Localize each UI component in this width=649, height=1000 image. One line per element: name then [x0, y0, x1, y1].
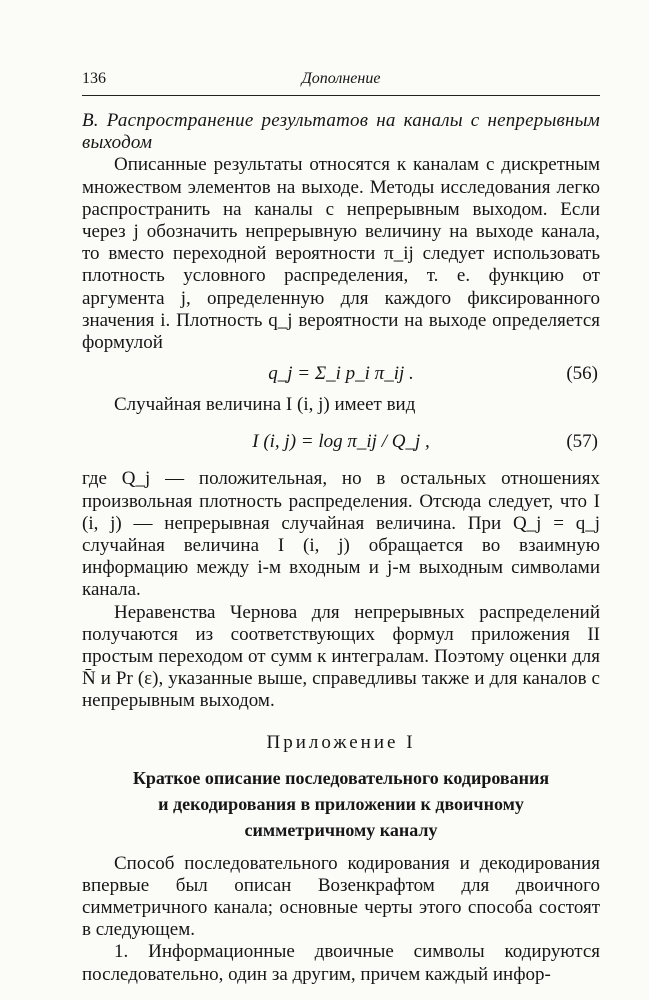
formula-56-number: (56)	[566, 363, 598, 385]
appendix-label: Приложение I	[266, 731, 416, 753]
formula-56-expression: q_j = Σ_i p_i π_ij .	[268, 363, 414, 385]
running-title: Дополнение	[301, 70, 381, 87]
appendix-title	[82, 765, 600, 843]
formula-57	[82, 416, 600, 468]
appendix-paragraph-2: 1. Информационные двоичные символы кодируются последовательно, один за другим, причем каждый инфор-	[82, 941, 600, 985]
formula-57-expression: I (i, j) = log π_ij / Q_j ,	[252, 431, 430, 453]
formula-56	[82, 354, 600, 394]
appendix-paragraph-1: Способ последовательного кодирования и декодирования впервые был описан Возенкрафтом для двоичного симметричного канала; основные черты этого способа состоят в следующем.	[82, 852, 600, 941]
section-b-title: B. Распространение результатов на каналы с непрерывным выходом	[82, 110, 600, 154]
section-b-paragraph-2: Случайная величина I (i, j) имеет вид	[114, 394, 416, 416]
page-number: 136	[82, 70, 106, 87]
appendix-title-line-3: симметричному каналу	[244, 819, 438, 840]
section-b-paragraph-4: Неравенства Чернова для непрерывных распределений получаются из соответствующих формул приложения II простым переходом от сумм к интегралам. Поэтому оценки для N̄ и Pr (ε), указанные выше, справедливы также и для каналов с непрерывным выходом.	[82, 601, 600, 712]
section-b-paragraph-3: где Q_j — положительная, но в остальных отношениях произвольная плотность распределения. Отсюда следует, что I (i, j) — непрерывная случайная величина. При Q_j = q_j случайная величина I (i, j) обращается во взаимную информацию между i-м входным и j-м выходным символами канала.	[82, 468, 600, 601]
section-b-paragraph-1: Описанные результаты относятся к каналам с дискретным множеством элементов на выходе. Методы исследования легко распространить на каналы с непрерывным выходом. Если через j обозначить непрерывную величину на выходе канала, то вместо переходной вероятности π_ij следует использовать плотность условного распределения, т. е. функцию от аргумента j, определенную для каждого фиксированного значения i. Плотность q_j вероятности на выходе определяется формулой	[82, 154, 600, 354]
appendix-title-line-2: и декодирования в приложении к двоичному	[158, 793, 524, 814]
page-content	[82, 110, 600, 986]
appendix-title-line-1: Краткое описание последовательного кодирования	[132, 767, 550, 788]
page-header	[82, 70, 600, 94]
formula-57-number: (57)	[566, 431, 598, 453]
header-rule	[82, 95, 600, 96]
